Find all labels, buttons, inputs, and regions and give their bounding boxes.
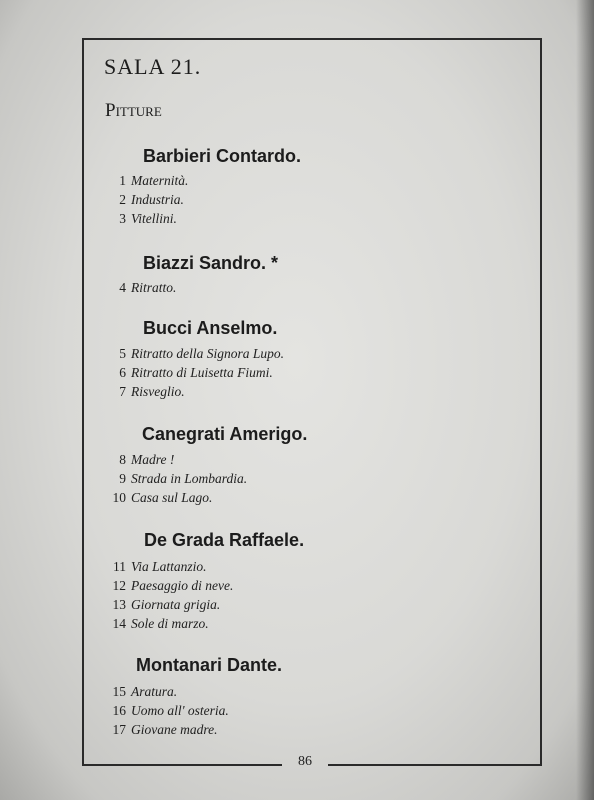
artwork-entry bbox=[112, 722, 217, 738]
artwork-entry bbox=[112, 471, 247, 487]
artwork-number: 6 bbox=[119, 365, 126, 380]
artwork-title: Madre ! bbox=[131, 452, 175, 467]
section-label: Pitture bbox=[105, 100, 162, 121]
artwork-number: 5 bbox=[119, 346, 126, 361]
artwork-entry bbox=[112, 173, 188, 189]
artwork-entry bbox=[112, 703, 229, 719]
artwork-title: Ritratto. bbox=[131, 280, 177, 295]
artwork-number: 17 bbox=[112, 722, 126, 737]
artwork-entry bbox=[112, 578, 233, 594]
artist-name: Biazzi Sandro. * bbox=[143, 253, 279, 273]
artwork-number: 11 bbox=[113, 559, 126, 574]
artwork-entry bbox=[112, 684, 177, 700]
artwork-number: 15 bbox=[112, 684, 126, 699]
artwork-number: 9 bbox=[119, 471, 126, 486]
artist-name: Bucci Anselmo. bbox=[143, 318, 278, 338]
artwork-number: 8 bbox=[119, 452, 126, 467]
artwork-entry bbox=[112, 490, 212, 506]
artwork-title: Via Lattanzio. bbox=[131, 559, 207, 574]
artist-name: Barbieri Contardo. bbox=[143, 146, 302, 166]
bottom-rule-right bbox=[328, 764, 542, 766]
artwork-title: Risveglio. bbox=[131, 384, 185, 399]
artwork-entry bbox=[112, 280, 176, 296]
artist-heading bbox=[0, 253, 594, 274]
artwork-entry bbox=[112, 597, 220, 613]
artist-heading bbox=[0, 530, 594, 551]
artist-name: De Grada Raffaele. bbox=[144, 530, 305, 550]
artwork-number: 1 bbox=[119, 173, 126, 188]
artwork-number: 4 bbox=[119, 280, 126, 295]
artwork-title: Ritratto della Signora Lupo. bbox=[131, 346, 285, 361]
artist-heading bbox=[0, 146, 594, 167]
artwork-entry bbox=[112, 384, 185, 400]
artwork-number: 13 bbox=[112, 597, 126, 612]
artist-heading bbox=[0, 424, 594, 445]
artist-name: Canegrati Amerigo. bbox=[142, 424, 308, 444]
artwork-entry bbox=[112, 192, 184, 208]
artwork-entry bbox=[112, 365, 273, 381]
artwork-entry bbox=[112, 452, 174, 468]
artwork-entry bbox=[112, 211, 177, 227]
artwork-title: Sole di marzo. bbox=[131, 616, 209, 631]
page-number: 86 bbox=[298, 754, 312, 769]
artwork-title: Strada in Lombardia. bbox=[131, 471, 248, 486]
artwork-title: Paesaggio di neve. bbox=[131, 578, 234, 593]
artwork-number: 2 bbox=[119, 192, 126, 207]
artist-heading bbox=[0, 318, 594, 339]
artwork-number: 16 bbox=[112, 703, 126, 718]
page-edge-shadow bbox=[576, 0, 594, 800]
artist-name: Montanari Dante. bbox=[136, 655, 283, 675]
room-title: SALA 21. bbox=[104, 54, 202, 79]
artwork-title: Maternità. bbox=[131, 173, 189, 188]
artwork-entry bbox=[112, 346, 284, 362]
artwork-title: Giornata grigia. bbox=[131, 597, 221, 612]
artwork-number: 12 bbox=[112, 578, 126, 593]
artist-heading bbox=[0, 655, 594, 676]
artwork-number: 7 bbox=[119, 384, 126, 399]
artwork-title: Casa sul Lago. bbox=[131, 490, 213, 505]
artwork-title: Vitellini. bbox=[131, 211, 177, 226]
bottom-rule-left bbox=[82, 764, 282, 766]
artwork-number: 3 bbox=[119, 211, 126, 226]
artwork-title: Uomo all' osteria. bbox=[131, 703, 229, 718]
artwork-title: Ritratto di Luisetta Fiumi. bbox=[131, 365, 273, 380]
artwork-title: Aratura. bbox=[131, 684, 178, 699]
artwork-title: Industria. bbox=[131, 192, 184, 207]
artwork-entry bbox=[112, 616, 209, 632]
artwork-number: 14 bbox=[112, 616, 126, 631]
artwork-entry bbox=[112, 559, 207, 575]
artwork-title: Giovane madre. bbox=[131, 722, 218, 737]
artwork-number: 10 bbox=[112, 490, 126, 505]
